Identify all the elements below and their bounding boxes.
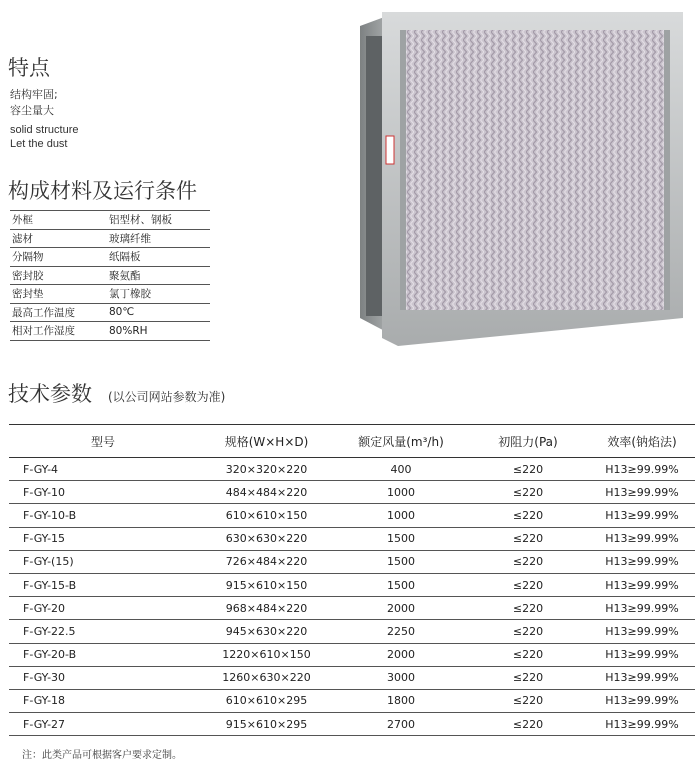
materials-value: 纸隔板	[109, 251, 141, 264]
materials-label: 最高工作温度	[12, 306, 75, 319]
footnote: 注：此类产品可根据客户要求定制。	[22, 750, 182, 761]
frame-edge-left	[400, 30, 406, 310]
materials-label: 外框	[12, 214, 33, 227]
materials-row	[10, 322, 210, 341]
cell-efficiency: H13≥99.99%	[589, 713, 695, 736]
cell-resistance: ≤220	[467, 689, 589, 712]
cell-efficiency: H13≥99.99%	[589, 689, 695, 712]
features-heading: 特点	[8, 56, 50, 80]
cell-flow: 1000	[335, 481, 467, 504]
table-row	[9, 713, 695, 736]
materials-value: 氯丁橡胶	[109, 288, 151, 301]
cell-model: F-GY-20-B	[9, 643, 198, 666]
cell-size: 1220×610×150	[198, 643, 335, 666]
cell-resistance: ≤220	[467, 481, 589, 504]
cell-flow: 3000	[335, 666, 467, 689]
materials-label: 分隔物	[12, 251, 44, 264]
frame-edge-right	[664, 30, 670, 310]
cell-resistance: ≤220	[467, 458, 589, 481]
cell-model: F-GY-15	[9, 527, 198, 550]
table-row	[9, 504, 695, 527]
materials-row	[10, 230, 210, 249]
header-resistance: 初阻力(Pa)	[467, 425, 589, 458]
cell-flow: 1500	[335, 573, 467, 596]
table-row	[9, 458, 695, 481]
cell-flow: 1500	[335, 527, 467, 550]
materials-table	[10, 210, 210, 341]
cell-efficiency: H13≥99.99%	[589, 481, 695, 504]
header-flow: 额定风量(m³/h)	[335, 425, 467, 458]
cell-size: 484×484×220	[198, 481, 335, 504]
cell-model: F-GY-(15)	[9, 550, 198, 573]
cell-efficiency: H13≥99.99%	[589, 666, 695, 689]
label-sticker	[386, 136, 394, 164]
materials-row	[10, 267, 210, 286]
cell-model: F-GY-18	[9, 689, 198, 712]
table-row	[9, 573, 695, 596]
cell-model: F-GY-30	[9, 666, 198, 689]
feature-cn-line-1: 结构牢固;	[10, 88, 58, 101]
materials-label: 相对工作湿度	[12, 325, 75, 338]
tech-table	[9, 424, 695, 736]
materials-row	[10, 248, 210, 267]
tech-heading: 技术参数	[8, 382, 92, 406]
cell-resistance: ≤220	[467, 504, 589, 527]
cell-size: 945×630×220	[198, 620, 335, 643]
materials-row	[10, 210, 210, 230]
cell-resistance: ≤220	[467, 713, 589, 736]
cell-model: F-GY-20	[9, 597, 198, 620]
feature-en-line-1: solid structure	[10, 124, 79, 136]
header-efficiency: 效率(钠焰法)	[589, 425, 695, 458]
cell-resistance: ≤220	[467, 666, 589, 689]
cell-model: F-GY-10	[9, 481, 198, 504]
cell-size: 610×610×295	[198, 689, 335, 712]
materials-value: 铝型材、钢板	[109, 214, 172, 227]
cell-efficiency: H13≥99.99%	[589, 504, 695, 527]
materials-value: 80℃	[109, 306, 135, 319]
cell-size: 968×484×220	[198, 597, 335, 620]
cell-model: F-GY-22.5	[9, 620, 198, 643]
cell-resistance: ≤220	[467, 550, 589, 573]
feature-en-line-2: Let the dust	[10, 138, 68, 150]
materials-value: 80%RH	[109, 324, 148, 337]
table-row	[9, 666, 695, 689]
cell-resistance: ≤220	[467, 527, 589, 550]
cell-flow: 2000	[335, 643, 467, 666]
header-model: 型号	[9, 425, 198, 458]
table-header-row	[9, 425, 695, 458]
table-row	[9, 597, 695, 620]
table-row	[9, 481, 695, 504]
cell-size: 1260×630×220	[198, 666, 335, 689]
materials-label: 滤材	[12, 232, 33, 245]
cell-flow: 1500	[335, 550, 467, 573]
cell-flow: 1000	[335, 504, 467, 527]
cell-efficiency: H13≥99.99%	[589, 573, 695, 596]
materials-value: 玻璃纤维	[109, 232, 151, 245]
cell-efficiency: H13≥99.99%	[589, 597, 695, 620]
cell-resistance: ≤220	[467, 573, 589, 596]
cell-efficiency: H13≥99.99%	[589, 527, 695, 550]
materials-value: 聚氨酯	[109, 269, 141, 282]
cell-size: 320×320×220	[198, 458, 335, 481]
materials-heading: 构成材料及运行条件	[8, 179, 197, 203]
materials-label: 密封胶	[12, 269, 44, 282]
cell-size: 915×610×295	[198, 713, 335, 736]
cell-efficiency: H13≥99.99%	[589, 620, 695, 643]
cell-flow: 400	[335, 458, 467, 481]
cell-flow: 2250	[335, 620, 467, 643]
cell-model: F-GY-27	[9, 713, 198, 736]
cell-model: F-GY-10-B	[9, 504, 198, 527]
cell-efficiency: H13≥99.99%	[589, 458, 695, 481]
cell-flow: 2700	[335, 713, 467, 736]
table-row	[9, 527, 695, 550]
filter-media	[404, 30, 666, 310]
cell-efficiency: H13≥99.99%	[589, 643, 695, 666]
feature-cn-line-2: 容尘量大	[10, 104, 54, 117]
cell-model: F-GY-4	[9, 458, 198, 481]
cell-model: F-GY-15-B	[9, 573, 198, 596]
cell-flow: 1800	[335, 689, 467, 712]
tech-note: (以公司网站参数为准)	[108, 390, 226, 404]
header-size: 规格(W×H×D)	[198, 425, 335, 458]
cell-resistance: ≤220	[467, 597, 589, 620]
cell-resistance: ≤220	[467, 620, 589, 643]
table-row	[9, 689, 695, 712]
materials-row	[10, 285, 210, 304]
cell-size: 726×484×220	[198, 550, 335, 573]
materials-row	[10, 304, 210, 323]
cell-efficiency: H13≥99.99%	[589, 550, 695, 573]
cell-resistance: ≤220	[467, 643, 589, 666]
cell-size: 610×610×150	[198, 504, 335, 527]
cell-size: 915×610×150	[198, 573, 335, 596]
table-row	[9, 550, 695, 573]
table-row	[9, 620, 695, 643]
hepa-filter-illustration	[358, 8, 688, 348]
table-row	[9, 643, 695, 666]
materials-label: 密封垫	[12, 288, 44, 301]
cell-size: 630×630×220	[198, 527, 335, 550]
cell-flow: 2000	[335, 597, 467, 620]
